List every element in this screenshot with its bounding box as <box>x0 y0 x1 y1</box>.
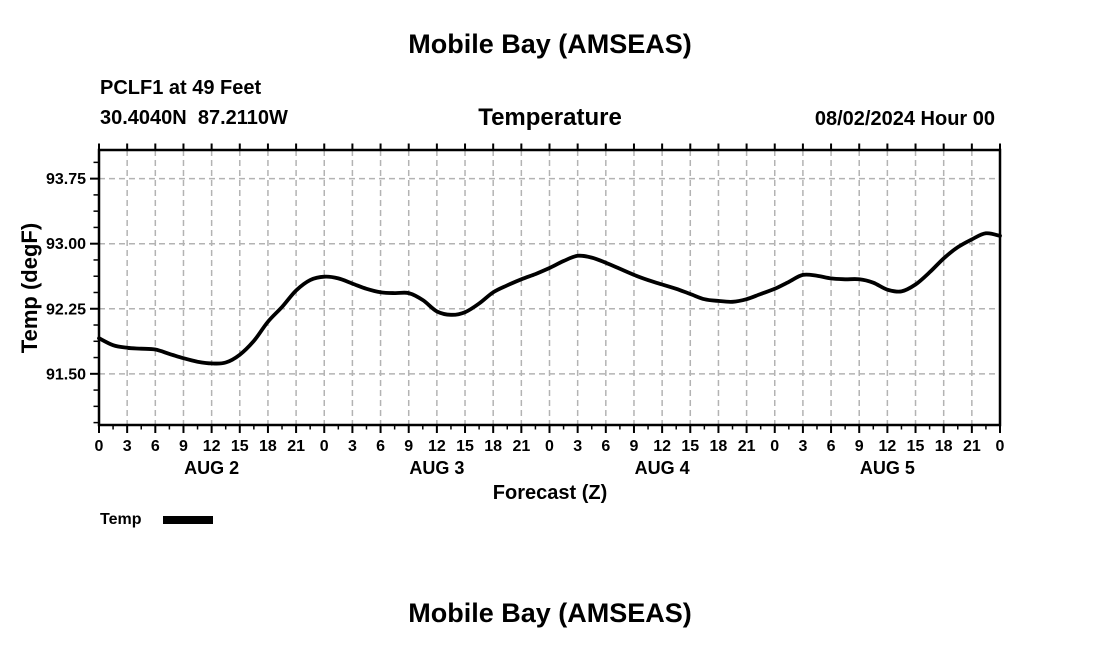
svg-text:21: 21 <box>962 438 981 455</box>
page-title: Mobile Bay (AMSEAS) <box>408 29 692 59</box>
y-tick-labels <box>46 171 86 383</box>
svg-text:9: 9 <box>854 438 864 455</box>
svg-text:0: 0 <box>995 438 1005 455</box>
y-axis-title: Temp (degF) <box>17 222 42 354</box>
second-page-title: Mobile Bay (AMSEAS) <box>408 598 692 628</box>
svg-text:18: 18 <box>709 438 728 455</box>
svg-text:12: 12 <box>653 438 672 455</box>
svg-text:21: 21 <box>737 438 756 455</box>
legend-line-swatch <box>163 516 213 524</box>
svg-text:AUG 2: AUG 2 <box>184 458 240 478</box>
svg-text:0: 0 <box>545 438 554 455</box>
x-axis-title: Forecast (Z) <box>492 482 608 504</box>
svg-text:0: 0 <box>319 438 329 455</box>
svg-text:3: 3 <box>798 438 808 455</box>
svg-text:12: 12 <box>878 438 897 455</box>
station-id: PCLF1 at 49 Feet <box>100 77 262 99</box>
svg-text:6: 6 <box>826 438 836 455</box>
svg-text:0: 0 <box>770 438 780 455</box>
svg-text:6: 6 <box>601 438 611 455</box>
gridlines <box>99 150 1000 425</box>
svg-text:18: 18 <box>259 438 277 455</box>
svg-text:93.00: 93.00 <box>45 236 86 254</box>
svg-text:3: 3 <box>122 438 132 455</box>
station-coordinates: 30.4040N 87.2110W <box>100 107 288 129</box>
svg-text:AUG 3: AUG 3 <box>409 458 465 478</box>
svg-text:9: 9 <box>179 438 188 455</box>
svg-text:3: 3 <box>347 438 357 455</box>
x-tick-labels <box>95 438 1005 455</box>
svg-text:9: 9 <box>404 438 414 455</box>
legend-label: Temp <box>100 511 142 528</box>
svg-text:6: 6 <box>376 438 386 455</box>
svg-text:21: 21 <box>287 438 305 455</box>
svg-text:12: 12 <box>427 438 446 455</box>
svg-text:92.25: 92.25 <box>45 301 86 319</box>
svg-text:18: 18 <box>934 438 953 455</box>
svg-text:15: 15 <box>906 438 925 455</box>
chart-subtitle: Temperature <box>478 104 622 131</box>
svg-text:21: 21 <box>512 438 531 455</box>
svg-text:3: 3 <box>573 438 583 455</box>
svg-text:6: 6 <box>150 438 160 455</box>
svg-text:15: 15 <box>456 438 474 455</box>
svg-text:9: 9 <box>629 438 639 455</box>
svg-text:93.75: 93.75 <box>45 171 86 189</box>
svg-text:12: 12 <box>202 438 221 455</box>
forecast-cycle-datetime: 08/02/2024 Hour 00 <box>814 108 995 130</box>
axis-ticks <box>90 144 1000 434</box>
svg-text:AUG 5: AUG 5 <box>859 458 915 478</box>
svg-text:15: 15 <box>681 438 700 455</box>
svg-text:0: 0 <box>94 438 104 455</box>
svg-text:18: 18 <box>484 438 503 455</box>
day-labels <box>184 458 915 478</box>
svg-text:AUG 4: AUG 4 <box>634 458 690 478</box>
svg-text:91.50: 91.50 <box>45 366 86 384</box>
svg-text:15: 15 <box>230 438 249 455</box>
